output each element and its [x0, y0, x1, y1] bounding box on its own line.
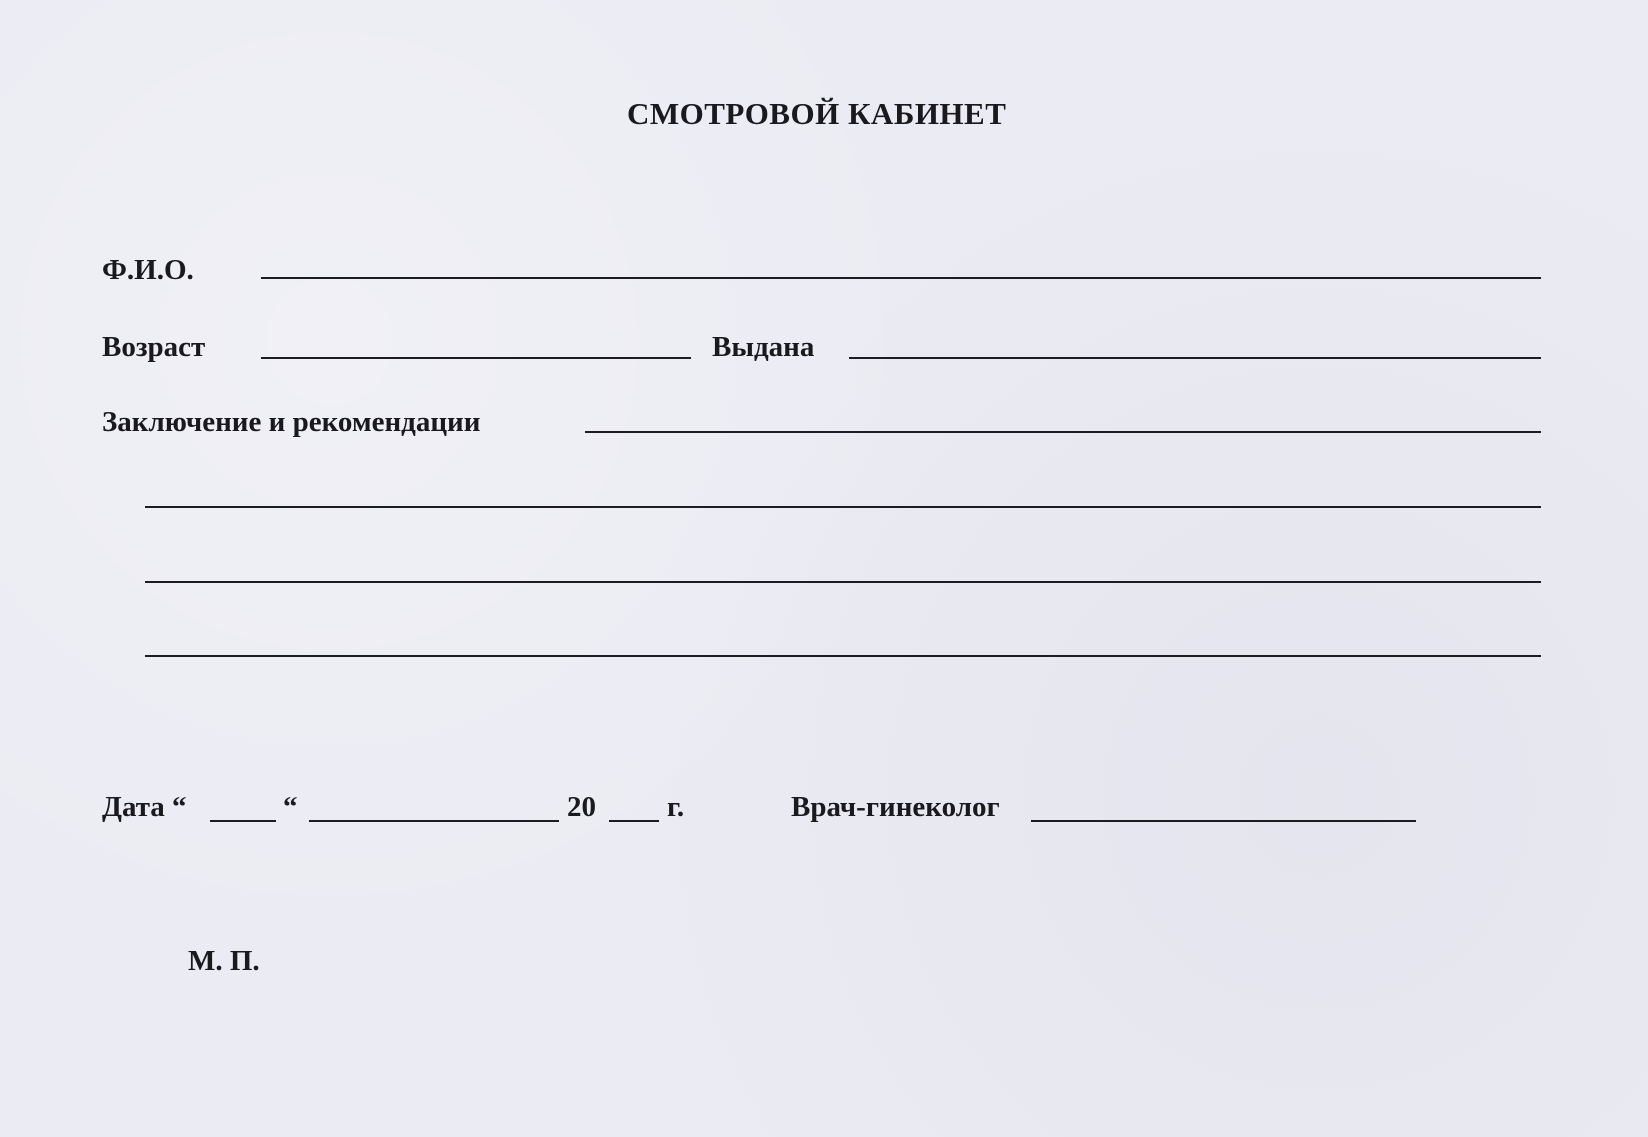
conclusion-field-3[interactable]	[145, 581, 1541, 583]
issued-field[interactable]	[849, 357, 1541, 359]
fio-label: Ф.И.О.	[102, 254, 194, 286]
fio-field[interactable]	[261, 277, 1541, 279]
age-field[interactable]	[261, 357, 691, 359]
date-quote-close: “	[283, 791, 298, 823]
conclusion-field-4[interactable]	[145, 655, 1541, 657]
stamp-label: М. П.	[188, 945, 260, 977]
conclusion-field-2[interactable]	[145, 506, 1541, 508]
date-label: Дата “	[102, 791, 187, 823]
issued-label: Выдана	[712, 331, 815, 363]
date-year-field[interactable]	[609, 820, 659, 822]
conclusion-label: Заключение и рекомендации	[102, 406, 481, 438]
form-title: СМОТРОВОЙ КАБИНЕТ	[627, 96, 1007, 131]
year-prefix: 20	[567, 791, 596, 823]
date-month-field[interactable]	[309, 820, 559, 822]
age-label: Возраст	[102, 331, 206, 363]
year-suffix: г.	[667, 791, 685, 823]
doctor-label: Врач-гинеколог	[791, 791, 1000, 823]
doctor-signature-field[interactable]	[1031, 820, 1416, 822]
conclusion-field-1[interactable]	[585, 431, 1541, 433]
date-day-field[interactable]	[210, 820, 276, 822]
